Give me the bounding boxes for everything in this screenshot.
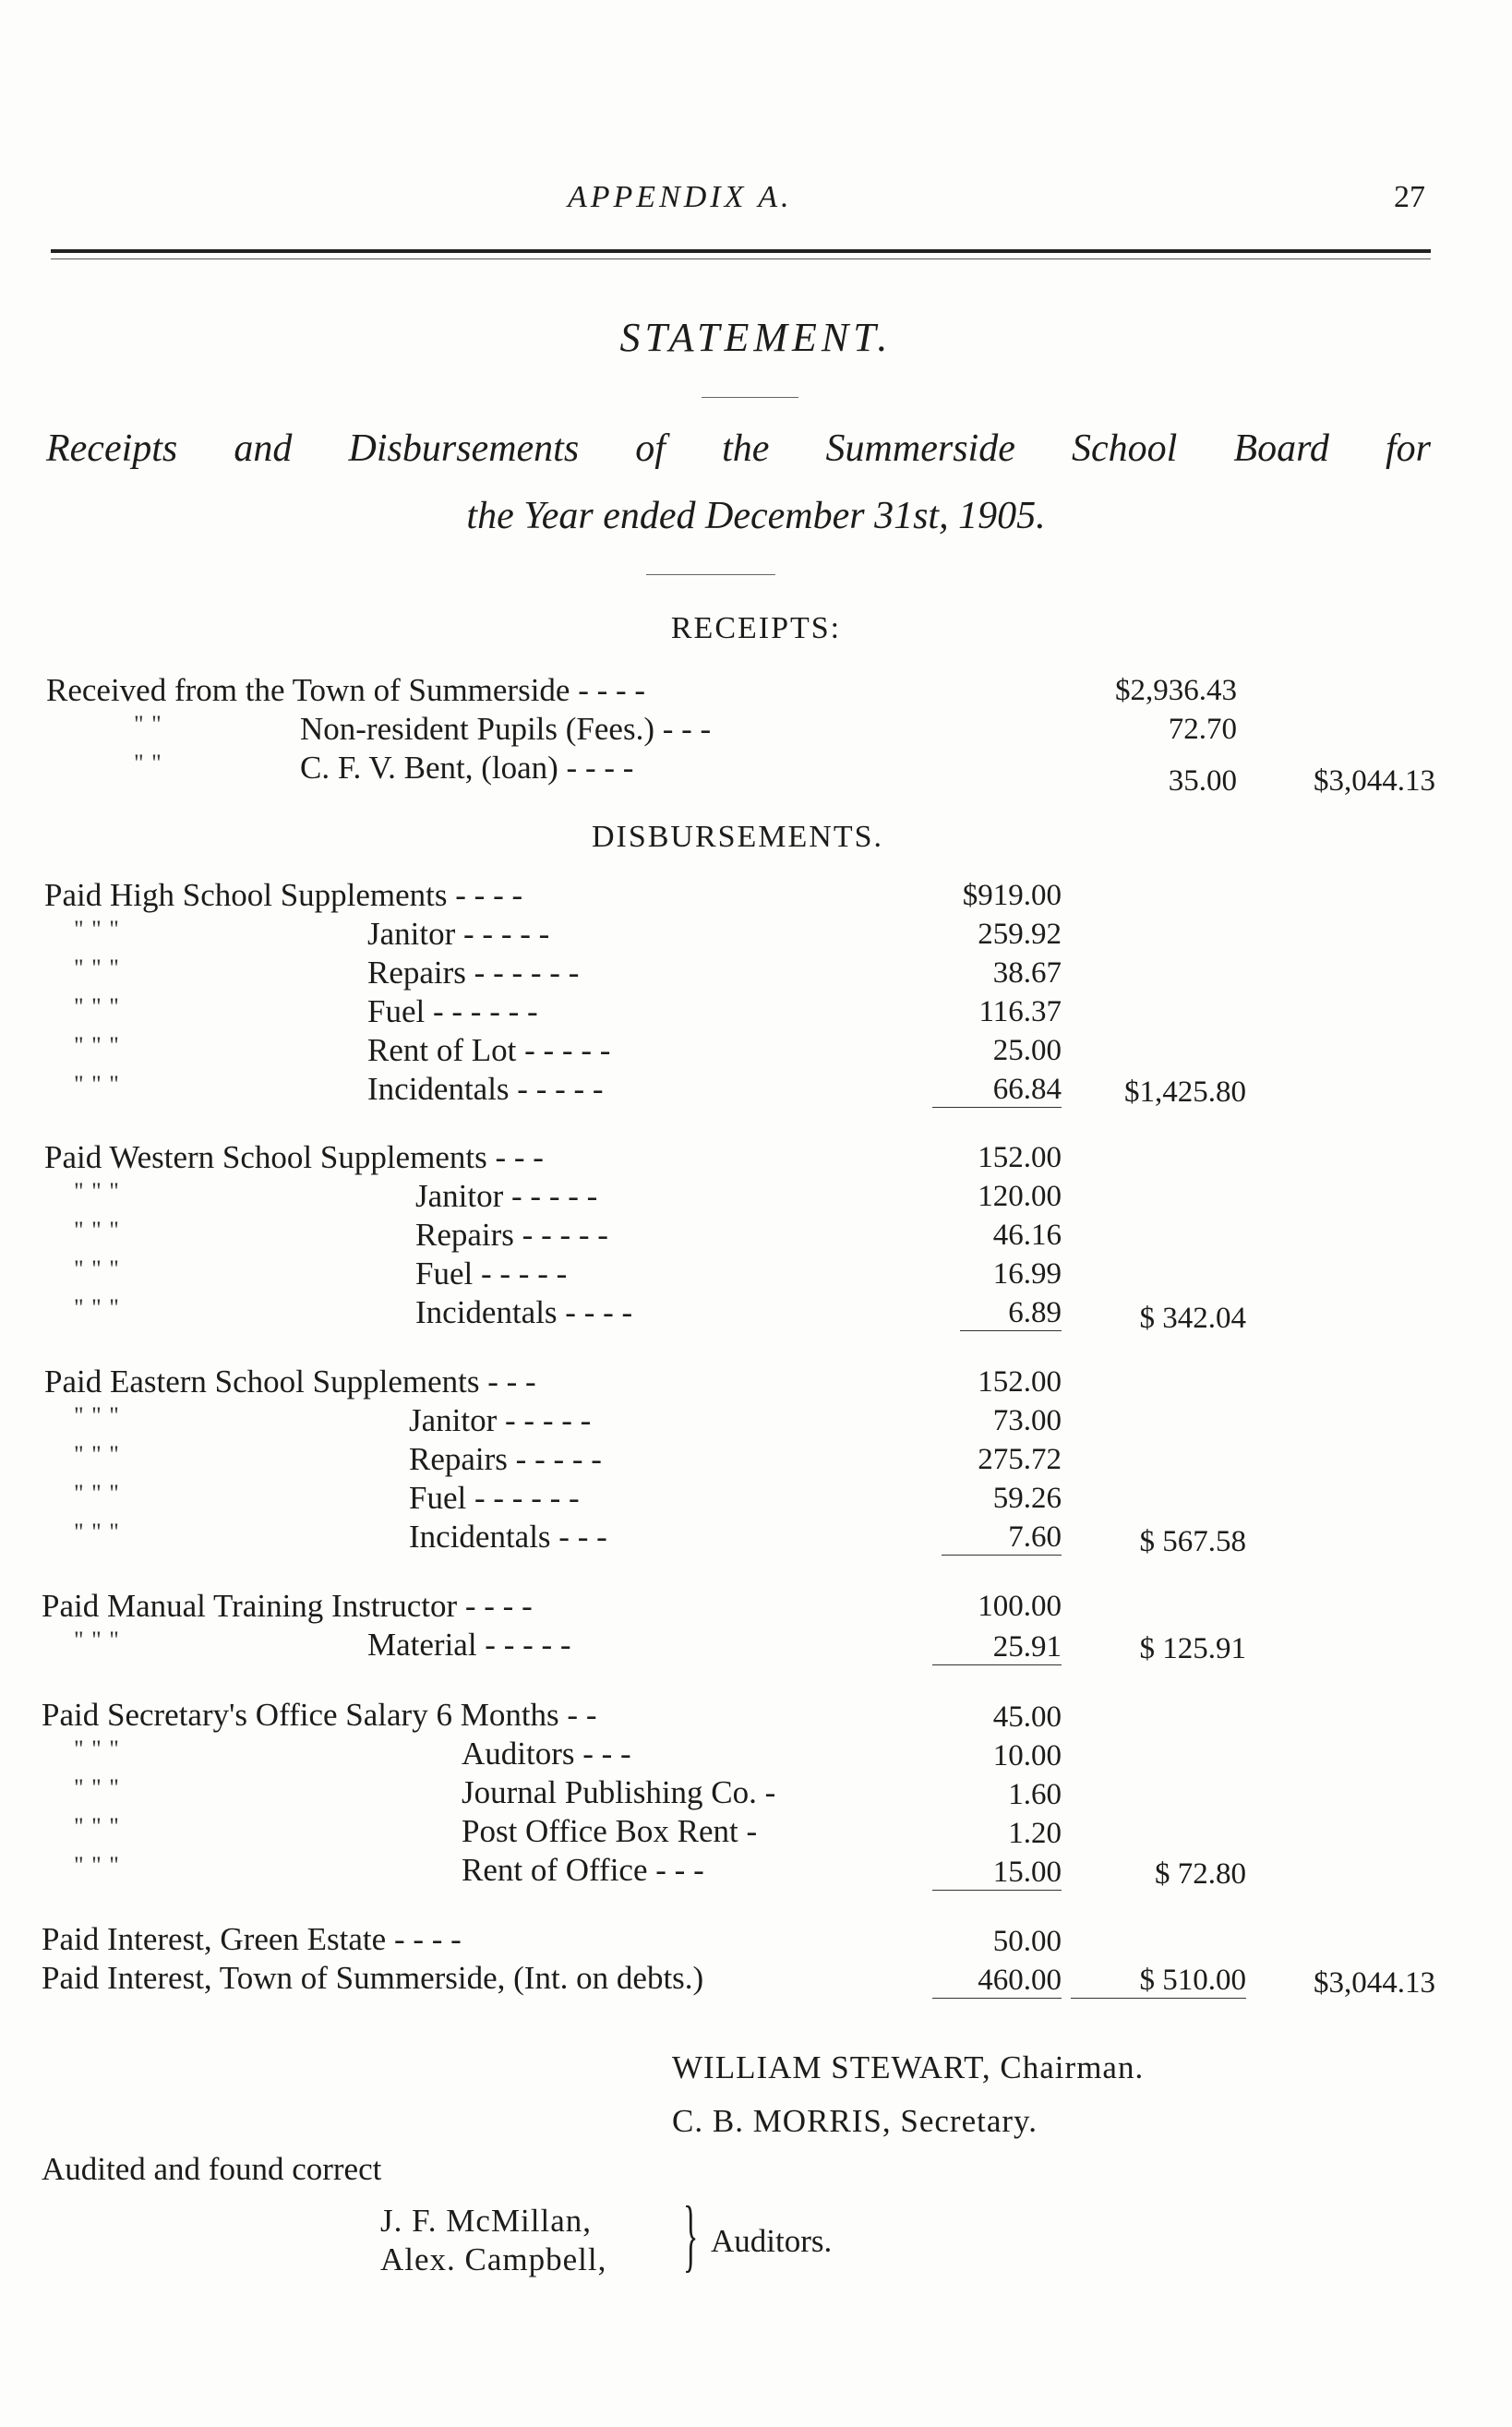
high-row-amount: 38.67	[992, 956, 1062, 990]
interest-row-amount: 50.00	[992, 1925, 1062, 1958]
eastern-row-amount: 59.26	[992, 1482, 1062, 1515]
receipt-row-amount: $2,936.43	[1115, 674, 1237, 707]
subtitle-rule	[646, 574, 775, 575]
high-row-label: Janitor - - - - -	[367, 916, 550, 952]
receipts-heading: RECEIPTS:	[670, 611, 842, 645]
subtitle-line-2: the Year ended December 31st, 1905.	[466, 495, 1046, 537]
western-row-label: Repairs - - - - -	[415, 1217, 608, 1253]
eastern-row-label: Incidentals - - -	[409, 1519, 607, 1555]
auditors-brace: }	[683, 2192, 699, 2281]
manual-row-label: Paid Manual Training Instructor - - - -	[42, 1588, 533, 1624]
western-row-label: Incidentals - - - -	[415, 1294, 633, 1330]
western-row-amount: 6.89	[960, 1296, 1062, 1331]
high-row-label: Repairs - - - - - -	[367, 955, 580, 991]
header-rule	[51, 249, 1431, 253]
secretary-row-amount: 45.00	[992, 1700, 1062, 1734]
subtitle-line-1: Receipts and Disbursements of the Summerside School Board for	[46, 427, 1431, 470]
auditors-label: Auditors.	[711, 2223, 833, 2259]
receipt-row-amount: 72.70	[1168, 713, 1237, 746]
ditto-mark: " " "	[74, 1256, 120, 1282]
eastern-row-amount: 7.60	[942, 1520, 1062, 1556]
eastern-row-amount: 152.00	[978, 1365, 1062, 1399]
header-rule-thin	[51, 258, 1431, 259]
ditto-mark: " " "	[74, 1217, 120, 1244]
ditto-mark: " "	[134, 711, 162, 738]
ditto-mark: " " "	[74, 1402, 120, 1429]
manual-subtotal: $ 125.91	[1139, 1632, 1246, 1665]
auditor-name: Alex. Campbell,	[380, 2241, 607, 2277]
page-number: 27	[1394, 180, 1425, 214]
secretary-subtotal: $ 72.80	[1155, 1857, 1246, 1891]
eastern-row-label: Janitor - - - - -	[409, 1402, 592, 1438]
secretary-row-label: Auditors - - -	[462, 1736, 631, 1772]
eastern-row-amount: 73.00	[992, 1404, 1062, 1437]
ditto-mark: " " "	[74, 993, 120, 1020]
high-row-label: Paid High School Supplements - - - -	[44, 877, 523, 913]
western-row-amount: 46.16	[992, 1219, 1062, 1252]
high-row-amount: 66.84	[932, 1073, 1062, 1108]
secretary-row-label: Rent of Office - - -	[462, 1852, 704, 1888]
running-title: APPENDIX A.	[568, 180, 793, 214]
western-row-amount: 16.99	[992, 1257, 1062, 1291]
high-row-amount: 25.00	[992, 1034, 1062, 1067]
manual-row-amount: 100.00	[978, 1590, 1062, 1623]
manual-row-amount: 25.91	[932, 1630, 1062, 1665]
high-row-amount: 116.37	[978, 995, 1062, 1028]
high-row-label: Rent of Lot - - - - -	[367, 1032, 611, 1068]
western-row-label: Paid Western School Supplements - - -	[44, 1139, 544, 1175]
ditto-mark: " " "	[74, 1178, 120, 1205]
eastern-subtotal: $ 567.58	[1139, 1525, 1246, 1558]
ditto-mark: " "	[134, 750, 162, 776]
grand-total: $3,044.13	[1314, 1966, 1435, 2000]
ditto-mark: " " "	[74, 1736, 120, 1762]
manual-row-label: Material - - - - -	[367, 1627, 571, 1663]
high-row-amount: 259.92	[978, 918, 1062, 951]
high-row-label: Fuel - - - - - -	[367, 993, 538, 1029]
western-row-amount: 152.00	[978, 1141, 1062, 1174]
eastern-row-amount: 275.72	[978, 1443, 1062, 1476]
title-rule	[702, 397, 798, 398]
receipt-row-amount: 35.00	[1168, 764, 1237, 798]
interest-row-label: Paid Interest, Green Estate - - - -	[42, 1921, 462, 1957]
statement-title: STATEMENT.	[619, 315, 893, 360]
receipt-total: $3,044.13	[1314, 764, 1435, 798]
ditto-mark: " " "	[74, 1813, 120, 1840]
secretary-row-amount: 10.00	[992, 1739, 1062, 1772]
secretary-signature: C. B. MORRIS, Secretary.	[672, 2103, 1038, 2139]
eastern-row-label: Repairs - - - - -	[409, 1441, 602, 1477]
western-row-label: Fuel - - - - -	[415, 1256, 568, 1292]
eastern-row-label: Paid Eastern School Supplements - - -	[44, 1364, 536, 1400]
western-row-label: Janitor - - - - -	[415, 1178, 598, 1214]
receipt-row-label: C. F. V. Bent, (loan) - - - -	[300, 750, 634, 786]
disbursements-heading: DISBURSEMENTS.	[591, 820, 884, 854]
secretary-row-amount: 1.60	[1008, 1778, 1062, 1811]
high-row-amount: $919.00	[962, 879, 1062, 912]
receipt-row-label: Non-resident Pupils (Fees.) - - -	[300, 711, 712, 747]
interest-row-label: Paid Interest, Town of Summerside, (Int. on debts.)	[42, 1960, 704, 1996]
secretary-row-label: Post Office Box Rent -	[462, 1813, 758, 1849]
secretary-row-amount: 1.20	[1008, 1817, 1062, 1850]
ditto-mark: " " "	[74, 1774, 120, 1801]
ditto-mark: " " "	[74, 955, 120, 981]
receipt-row-label: Received from the Town of Summerside - - - -	[46, 672, 646, 708]
ditto-mark: " " "	[74, 1071, 120, 1098]
secretary-row-label: Journal Publishing Co. -	[462, 1774, 776, 1810]
eastern-row-label: Fuel - - - - - -	[409, 1480, 580, 1516]
audited-statement: Audited and found correct	[42, 2151, 382, 2187]
ditto-mark: " " "	[74, 1032, 120, 1059]
auditor-name: J. F. McMillan,	[380, 2203, 593, 2239]
ditto-mark: " " "	[74, 1852, 120, 1879]
ditto-mark: " " "	[74, 1627, 120, 1653]
interest-row-amount: 460.00	[932, 1964, 1062, 1999]
western-row-amount: 120.00	[978, 1180, 1062, 1213]
secretary-row-label: Paid Secretary's Office Salary 6 Months - -	[42, 1697, 597, 1733]
interest-subtotal: $ 510.00	[1071, 1964, 1246, 1999]
secretary-row-amount: 15.00	[932, 1856, 1062, 1891]
high-subtotal: $1,425.80	[1124, 1075, 1246, 1109]
ditto-mark: " " "	[74, 916, 120, 943]
ditto-mark: " " "	[74, 1519, 120, 1545]
high-row-label: Incidentals - - - - -	[367, 1071, 604, 1107]
ditto-mark: " " "	[74, 1480, 120, 1507]
chairman-signature: WILLIAM STEWART, Chairman.	[672, 2049, 1145, 2085]
western-subtotal: $ 342.04	[1139, 1302, 1246, 1335]
ditto-mark: " " "	[74, 1294, 120, 1321]
ditto-mark: " " "	[74, 1441, 120, 1468]
